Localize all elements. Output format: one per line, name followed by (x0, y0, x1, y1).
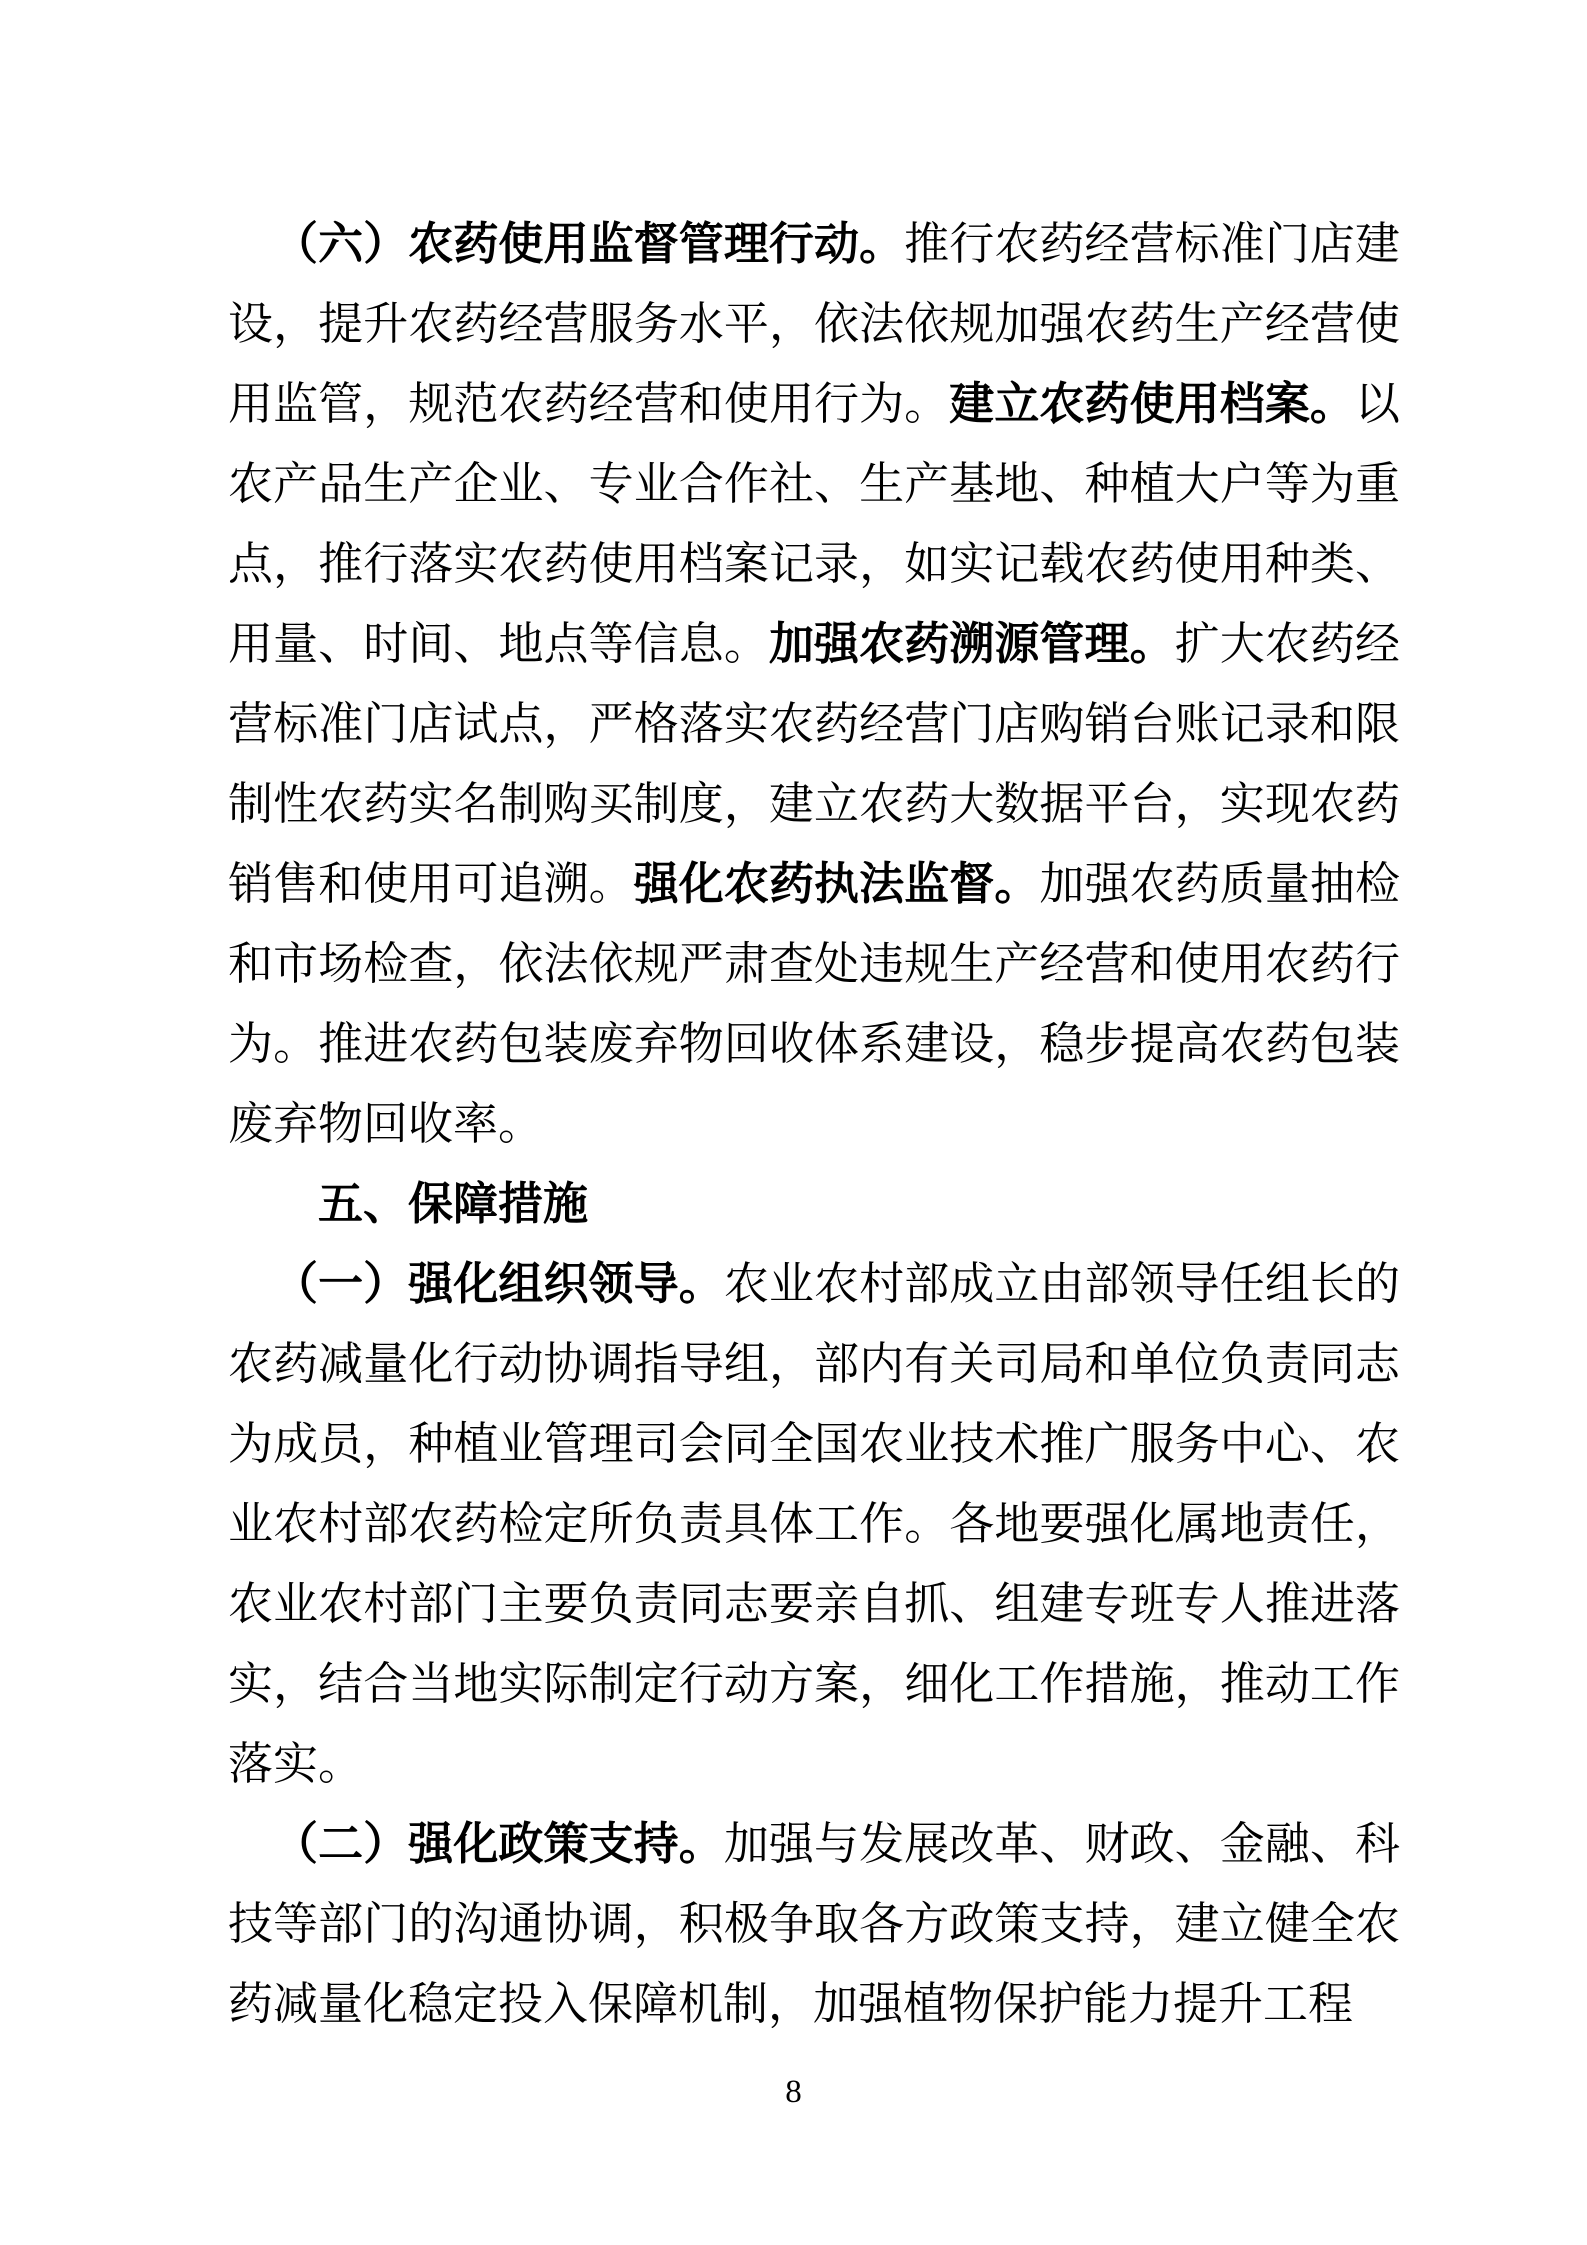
text-segment: 以农产品生产企业、专业合作社、生产基地、种植大户等为重点，推行落实农药使用档案记录，如实记载农药使用种类、用量、时间、地点等信息。 (228, 379, 1400, 669)
text-segment: 推行农药经营标准门店建设，提升农药经营服务水平，依法依规加强农药生产经营使用监管，规范农药经营和使用行为。 (228, 219, 1400, 429)
text-segment: 农业农村部成立由部领导任组长的农药减量化行动协调指导组，部内有关司局和单位负责同志为成员，种植业管理司会同全国农业技术推广服务中心、农业农村部农药检定所负责具体工作。各地要强化属地责任，农业农村部门主要负责同志要亲自抓、组建专班专人推进落实，结合当地实际制定行动方案，细化工作措施，推动工作落实。 (228, 1259, 1400, 1789)
text-segment-bold: （六）农药使用监督管理行动。 (273, 219, 905, 269)
document-content (228, 204, 1400, 2044)
text-segment: 加强农药质量抽检和市场检查，依法依规严肃查处违规生产经营和使用农药行为。推进农药包装废弃物回收体系建设，稳步提高农药包装废弃物回收率。 (228, 859, 1400, 1149)
text-segment-bold: （一）强化组织领导。 (273, 1259, 724, 1309)
text-segment: 扩大农药经营标准门店试点，严格落实农药经营门店购销台账记录和限制性农药实名制购买制度，建立农药大数据平台，实现农药销售和使用可追溯。 (228, 619, 1400, 909)
text-segment-bold: （二）强化政策支持。 (273, 1819, 724, 1869)
section-heading (228, 1164, 1400, 1244)
page-number: 8 (785, 2074, 802, 2110)
text-segment-bold: 建立农药使用档案。 (949, 379, 1355, 429)
paragraph (228, 1804, 1400, 2044)
text-segment-bold: 五、保障措施 (318, 1178, 589, 1229)
paragraph (228, 204, 1400, 1164)
paragraph (228, 1244, 1400, 1804)
text-segment-bold: 强化农药执法监督。 (633, 859, 1040, 909)
text-segment: 加强与发展改革、财政、金融、科技等部门的沟通协调，积极争取各方政策支持，建立健全农药减量化稳定投入保障机制，加强植物保护能力提升工程 (228, 1819, 1400, 2029)
text-segment-bold: 加强农药溯源管理。 (768, 619, 1175, 669)
